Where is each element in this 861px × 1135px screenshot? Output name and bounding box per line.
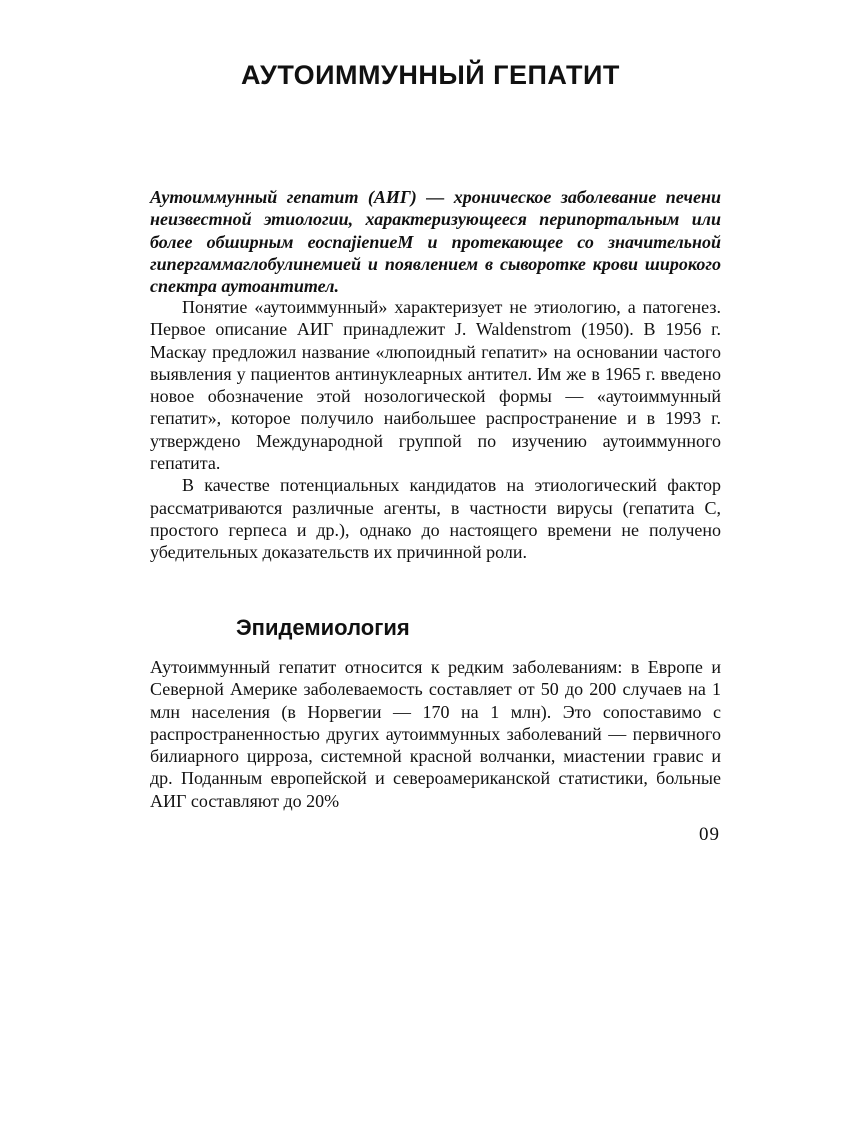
paragraph-epidemiology: Аутоиммунный гепатит относится к редким заболеваниям: в Европе и Северной Америке заболеваемость составляет от 50 до 200 случаев на 1 млн населения (в Норвегии — 170 на 1 млн). Это сопоставимо с распространенностью других аутоиммунных заболеваний — первичного билиарного цирроза, системной красной волчанки, миастении гравис и др. Поданным европейской и североамериканской статистики, больные АИГ составляют до 20% [150, 657, 721, 811]
paragraph-history: Понятие «аутоиммунный» характеризует не этиологию, а патогенез. Первое описание АИГ принадлежит J. Waldenstrom (1950). В 1956 г. Маскау предложил название «люпоидный гепатит» на основании частого выявления у пациентов антинуклеарных антител. Им же в 1965 г. введено новое обозначение этой нозологической формы — «аутоиммунный гепатит», которое получило наибольшее распространение и в 1993 г. утверждено Международной группой по изучению аутоиммунного гепатита. [150, 297, 721, 474]
paragraph-etiology: В качестве потенциальных кандидатов на этиологический фактор рассматриваются различные агенты, в частности вирусы (гепатита С, простого герпеса и др.), однако до настоящего времени не получено убедительных доказательств их причинной роли. [150, 475, 721, 563]
page-title: АУТОИММУННЫЙ ГЕПАТИТ [241, 60, 620, 90]
epidemiology-section [150, 656, 721, 812]
section-heading-epidemiology: Эпидемиология [236, 615, 410, 640]
page-number: 09 [699, 824, 720, 845]
abstract-definition: Аутоиммунный гепатит (АИГ) — хроническое заболевание печени неизвестной этиологии, характеризующееся перипортальным или более обширным еоспајіепиеМ и протекающее со значительной гипергаммаглобулинемией и появлением в сыворотке крови широкого спектра аутоантител. [150, 187, 721, 297]
intro-paragraphs [150, 296, 721, 564]
